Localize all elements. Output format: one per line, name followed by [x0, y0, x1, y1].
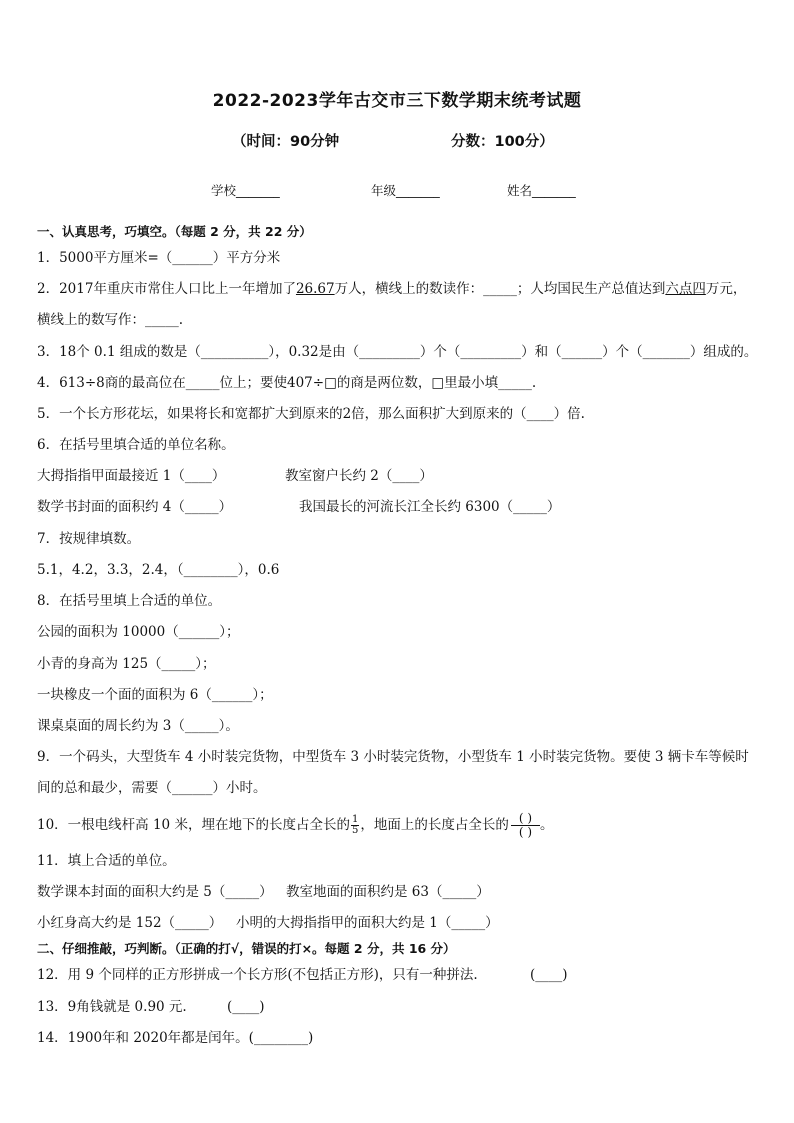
question-12-blank: (____) [530, 967, 568, 983]
question-6-item-b: 教室窗户长约 2（____） [285, 468, 433, 484]
question-9-line-2: 间的总和最少，需要（______）小时。 [37, 780, 267, 796]
question-11-item-a: 数学课本封面的面积大约是 5（_____） [37, 884, 273, 900]
question-11-stem: 11．填上合适的单位。 [37, 853, 176, 869]
school-field: 学校_______ [211, 183, 280, 198]
question-8-item-a: 公园的面积为 10000（______）； [37, 624, 240, 640]
exam-score: 分数：100分） [451, 134, 554, 150]
question-10-text-b: ，地面上的长度占全长的 [360, 817, 509, 833]
question-10 [37, 812, 554, 839]
section-heading-judge: 二、仔细推敲，巧判断。（正确的打√，错误的打×。每题 2 分，共 16 分） [37, 941, 456, 956]
blank-numerator: ( ) [511, 812, 540, 826]
question-4: 4．613÷8商的最高位在_____位上；要使407÷□的商是两位数，□里最小填_____. [37, 375, 537, 391]
fraction-denominator: 5 [351, 825, 359, 836]
page-title: 2022-2023学年古交市三下数学期末统考试题 [212, 91, 582, 111]
question-2 [37, 280, 746, 298]
question-6-stem: 6．在括号里填合适的单位名称。 [37, 437, 235, 453]
question-7-stem: 7．按规律填数。 [37, 531, 141, 547]
underlined-number: 26.67 [295, 281, 335, 297]
question-7-sequence: 5.1，4.2，3.3，2.4，（________），0.6 [37, 562, 280, 578]
question-11-item-c: 小红身高大约是 152（_____） [37, 915, 223, 931]
question-11-item-d: 小明的大拇指指甲的面积大约是 1（_____） [236, 915, 499, 931]
question-13-blank: (____) [227, 999, 265, 1015]
question-6-item-d: 我国最长的河流长江全长约 6300（_____） [299, 499, 561, 515]
question-3: 3．18个 0.1 组成的数是（__________），0.32是由（_________）个（_________）和（______）个（_______）组成的。 [37, 344, 758, 360]
question-2-text-a: 2．2017年重庆市常住人口比上一年增加了 [37, 281, 296, 297]
question-13: 13．9角钱就是 0.90 元. [37, 999, 187, 1015]
question-11-item-b: 教室地面的面积约是 63（_____） [286, 884, 490, 900]
question-8-item-b: 小青的身高为 125（_____）； [37, 656, 216, 672]
question-1: 1．5000平方厘米=（______）平方分米 [37, 250, 281, 266]
name-field: 姓名_______ [507, 183, 576, 198]
question-2-line-2: 横线上的数写作：_____. [37, 312, 184, 328]
question-2-text-b: 万人，横线上的数读作：_____；人均国民生产总值达到 [334, 281, 666, 297]
question-9-line-1: 9．一个码头，大型货车 4 小时装完货物，中型货车 3 小时装完货物，小型货车 1 小时装完货物。要使 3 辆卡车等候时 [37, 749, 749, 765]
question-14: 14．1900年和 2020年都是闰年。(________) [37, 1030, 314, 1046]
blank-fraction [511, 812, 540, 839]
question-8-item-c: 一块橡皮一个面的面积为 6（______）； [37, 687, 273, 703]
question-5: 5．一个长方形花坛，如果将长和宽都扩大到原来的2倍，那么面积扩大到原来的（____）倍. [37, 406, 585, 422]
blank-denominator: ( ) [518, 825, 533, 839]
grade-field: 年级_______ [371, 183, 440, 198]
question-10-text-a: 10．一根电线杆高 10 米，埋在地下的长度占全长的 [37, 817, 350, 833]
fraction-one-fifth [351, 815, 359, 836]
question-10-text-c: 。 [540, 817, 554, 833]
question-12: 12．用 9 个同样的正方形拼成一个长方形(不包括正方形)，只有一种拼法. [37, 967, 478, 983]
question-6-item-a: 大拇指指甲面最接近 1（____） [37, 468, 226, 484]
question-8-item-d: 课桌桌面的周长约为 3（_____）。 [37, 718, 239, 734]
question-6-item-c: 数学书封面的面积约 4（_____） [37, 499, 233, 515]
exam-time: （时间：90分钟 [232, 134, 340, 150]
question-8-stem: 8．在括号里填上合适的单位。 [37, 593, 222, 609]
fraction-numerator: 1 [351, 814, 359, 825]
underlined-words: 六点四 [665, 281, 706, 297]
question-2-text-c: 万元， [705, 281, 747, 297]
section-heading-fill: 一、认真思考，巧填空。（每题 2 分，共 22 分） [37, 224, 312, 239]
